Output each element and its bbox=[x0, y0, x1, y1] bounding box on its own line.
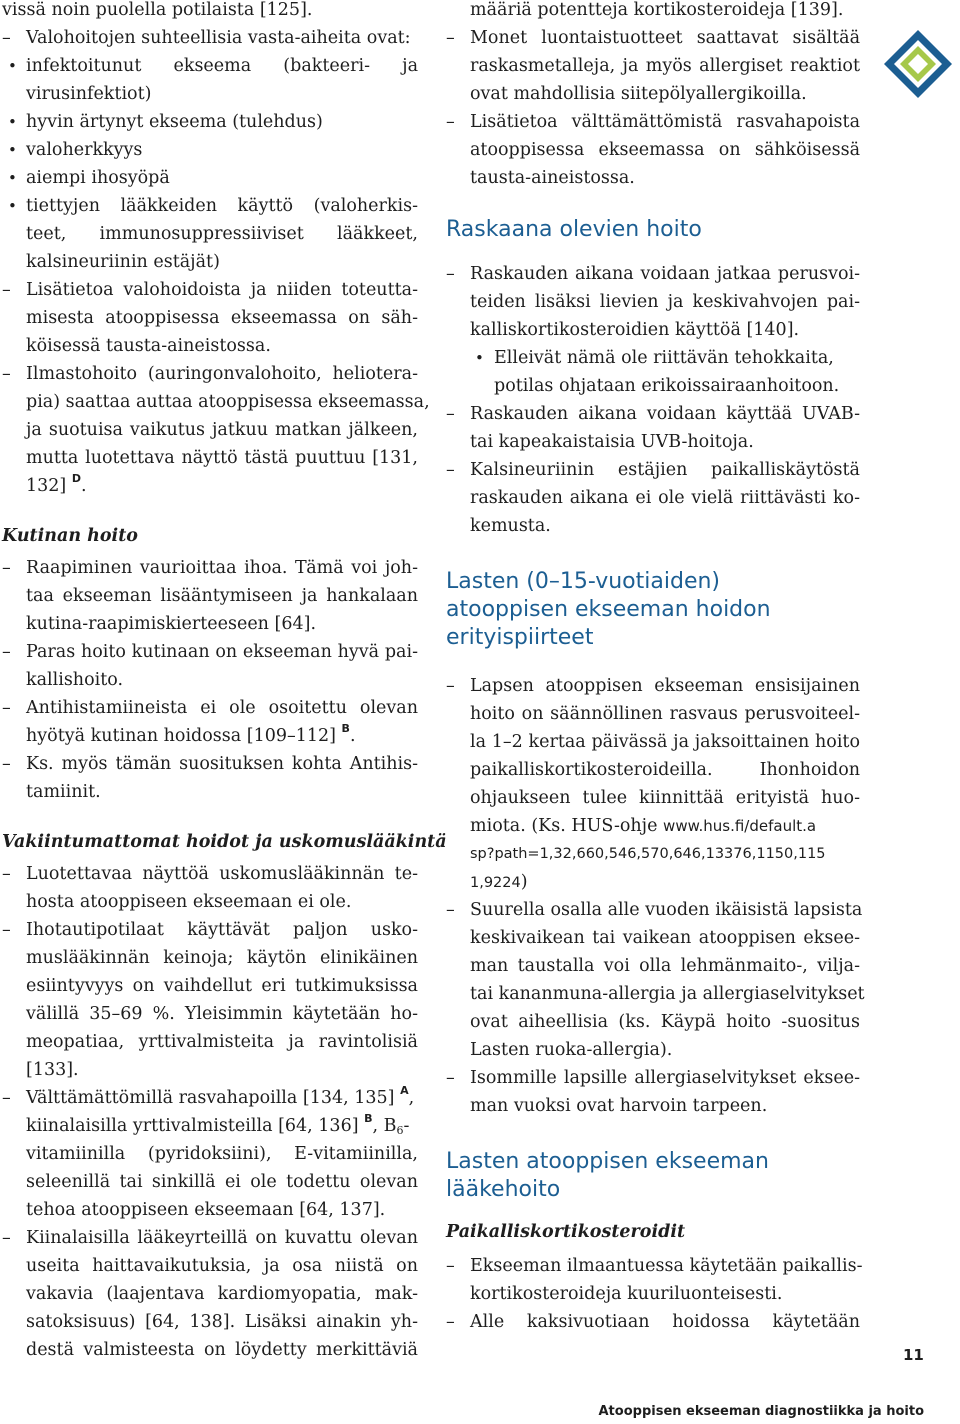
list-item: – Raskauden aikana voidaan jatkaa perusvoi- bbox=[446, 260, 860, 288]
list-item: – Lisätietoa välttämättömistä rasvahapoista bbox=[446, 108, 860, 136]
text-line: pia) saattaa auttaa atooppisessa ekseemassa, bbox=[26, 392, 430, 412]
section-heading: atooppisen ekseeman hoidon bbox=[446, 597, 771, 622]
text-line: keskivaikean tai vaikean atooppisen eksee- bbox=[470, 928, 860, 948]
hus-link[interactable]: 1,9224 bbox=[470, 875, 521, 891]
text-line: seleenillä tai sinkillä ei ole todettu olevan bbox=[26, 1172, 418, 1192]
text-line: satoksisuus) [64, 138]. Lisäksi ainakin yh- bbox=[26, 1312, 418, 1332]
text-line: tai kapeakaistaisia UVB-hoitoja. bbox=[470, 432, 754, 452]
text-line: tehoa atooppiseen ekseemaan [64, 137]. bbox=[26, 1200, 386, 1220]
text-line: köisessä tausta-aineistossa. bbox=[26, 336, 271, 356]
text-span: 132] bbox=[26, 476, 67, 496]
list-item: – Lapsen atooppisen ekseeman ensisijainen bbox=[446, 672, 860, 700]
text-line: teet, immunosuppressiiviset lääkkeet, bbox=[26, 224, 418, 244]
list-item: – Luotettavaa näyttöä uskomuslääkinnän te- bbox=[2, 860, 418, 888]
text-line: taa ekseeman lisääntymiseen ja hankalaan bbox=[26, 586, 418, 606]
list-item: – Raapiminen vaurioittaa ihoa. Tämä voi joh- bbox=[2, 554, 418, 582]
list-item: • Elleivät nämä ole riittävän tehokkaita, bbox=[446, 344, 860, 372]
text-line: ohjaukseen tulee kiinnittää erityistä huo- bbox=[470, 788, 860, 808]
text-span: Välttämättömillä rasvahapoilla [134, 135] bbox=[26, 1088, 395, 1108]
text-line: ovat aiheellisia (ks. Käypä hoito -suositus bbox=[470, 1012, 860, 1032]
list-item: – Kiinalaisilla lääkeyrteillä on kuvattu olevan bbox=[2, 1224, 418, 1252]
text-line: misesta atooppisessa ekseemassa on säh- bbox=[26, 308, 418, 328]
section-subheading: Paikalliskortikosteroidit bbox=[446, 1222, 686, 1242]
section-heading: Lasten atooppisen ekseeman bbox=[446, 1149, 769, 1174]
text-line: tausta-aineistossa. bbox=[470, 168, 635, 188]
list-item: – Alle kaksivuotiaan hoidossa käytetään bbox=[446, 1308, 860, 1336]
list-item: • hyvin ärtynyt ekseema (tulehdus) bbox=[2, 108, 418, 136]
list-item: – Monet luontaistuotteet saattavat sisältää bbox=[446, 24, 860, 52]
text-span: hyötyä kutinan hoidossa [109–112] bbox=[26, 726, 336, 746]
text-line: man vuoksi ovat harvoin tarpeen. bbox=[470, 1096, 768, 1116]
text-line bbox=[446, 812, 860, 840]
hus-link[interactable]: www.hus.fi/default.a bbox=[663, 817, 817, 835]
list-item: • tiettyjen lääkkeiden käyttö (valoherkis- bbox=[2, 192, 418, 220]
text-line: meopatiaa, yrttivalmisteita ja ravintolisiä bbox=[26, 1032, 418, 1052]
text-line: potilas ohjataan erikoissairaanhoitoon. bbox=[494, 376, 840, 396]
text-line: raskasmetalleja, ja myös allergiset reaktiot bbox=[470, 56, 860, 76]
evidence-grade: B bbox=[364, 1112, 373, 1125]
text-line: virusinfektiot) bbox=[26, 84, 152, 104]
list-item: – Valohoitojen suhteellisia vasta-aiheita ovat: bbox=[2, 24, 418, 52]
list-item: – Ekseeman ilmaantuessa käytetään paikallis- bbox=[446, 1252, 860, 1280]
text-line: man taustalla voi olla lehmänmaito-, vilja- bbox=[470, 956, 860, 976]
section-subheading: Vakiintumattomat hoidot ja uskomuslääkintä bbox=[2, 832, 447, 852]
section-heading: lääkehoito bbox=[446, 1177, 561, 1202]
list-item: – Ihotautipotilaat käyttävät paljon usko- bbox=[2, 916, 418, 944]
page-number: 11 bbox=[903, 1346, 924, 1364]
section-heading: erityispiirteet bbox=[446, 625, 594, 650]
text-line bbox=[446, 868, 860, 896]
text-line: la 1–2 kertaa päivässä ja jaksoittainen hoito bbox=[470, 732, 860, 752]
text-line: kemusta. bbox=[470, 516, 551, 536]
subscript: 6 bbox=[396, 1124, 404, 1137]
text-line: raskauden aikana ei ole vielä riittävästi ko- bbox=[470, 488, 860, 508]
text-line: vitamiinilla (pyridoksiini), E-vitamiinilla, bbox=[26, 1144, 418, 1164]
section-heading: Raskaana olevien hoito bbox=[446, 217, 702, 242]
text-line: mutta luotettava näyttö tästä puuttuu [131, bbox=[26, 448, 418, 468]
right-column bbox=[446, 0, 865, 1336]
list-item: – Antihistamiineista ei ole osoitettu olevan bbox=[2, 694, 418, 722]
text-span: miota. (Ks. HUS-ohje bbox=[470, 816, 658, 836]
list-item: – Paras hoito kutinaan on ekseeman hyvä pai- bbox=[2, 638, 418, 666]
list-item: – Raskauden aikana voidaan käyttää UVAB- bbox=[446, 400, 860, 428]
section-subheading: Kutinan hoito bbox=[2, 526, 138, 546]
list-item: – Ilmastohoito (auringonvalohoito, heliotera- bbox=[2, 360, 418, 388]
list-item: • infektoitunut ekseema (bakteeri- ja bbox=[2, 52, 418, 80]
text-line: useita haittavaikutuksia, ja osa niistä on bbox=[26, 1256, 418, 1276]
text-line: muslääkinnän keinoja; käytön elinikäinen bbox=[26, 948, 418, 968]
text-line bbox=[2, 472, 418, 500]
text-span: . bbox=[80, 476, 87, 496]
left-column bbox=[2, 0, 447, 1364]
list-item: • valoherkkyys bbox=[2, 136, 418, 164]
text-line: destä valmisteesta on löydetty merkittäviä bbox=[26, 1340, 418, 1360]
text-line bbox=[2, 722, 418, 750]
text-line: Lasten ruoka-allergia). bbox=[470, 1040, 673, 1060]
text-line bbox=[2, 1112, 418, 1140]
text-span: . bbox=[349, 726, 356, 746]
text-line: kalliskortikosteroidien käyttöä [140]. bbox=[470, 320, 800, 340]
text-line: kutina-raapimiskierteeseen [64]. bbox=[26, 614, 317, 634]
list-item: • aiempi ihosyöpä bbox=[2, 164, 418, 192]
text-span: - bbox=[403, 1116, 410, 1136]
list-item: – Kalsineuriinin estäjien paikalliskäytöstä bbox=[446, 456, 860, 484]
text-line: kalsineuriinin estäjät) bbox=[26, 252, 220, 272]
kaypa-hoito-logo-icon bbox=[882, 28, 954, 100]
list-item: – Lisätietoa valohoidoista ja niiden toteutta- bbox=[2, 276, 418, 304]
evidence-grade: B bbox=[341, 722, 350, 735]
text-span: , B bbox=[372, 1116, 397, 1136]
list-item: – Isommille lapsille allergiaselvitykset eksee- bbox=[446, 1064, 860, 1092]
list-item: – Suurella osalla alle vuoden ikäisistä lapsista bbox=[446, 896, 860, 924]
text-line: paikalliskortikosteroideilla. Ihonhoidon bbox=[470, 760, 860, 780]
text-line: määriä potentteja kortikosteroideja [139]. bbox=[470, 0, 844, 20]
text-span: kiinalaisilla yrttivalmisteilla [64, 136] bbox=[26, 1116, 359, 1136]
list-item: – Ks. myös tämän suosituksen kohta Antihis- bbox=[2, 750, 418, 778]
text-line: ja suotuisa vaikutus jatkuu matkan jälkeen, bbox=[26, 420, 418, 440]
text-line: teiden lisäksi lievien ja keskivahvojen pai- bbox=[470, 292, 860, 312]
hus-link[interactable]: sp?path=1,32,660,546,570,646,13376,1150,115 bbox=[470, 846, 826, 862]
text-line: esiintyvyys on vaihdellut eri tutkimuksissa bbox=[26, 976, 418, 996]
list-item bbox=[2, 1084, 418, 1112]
text-line: hosta atooppiseen ekseemaan ei ole. bbox=[26, 892, 352, 912]
text-line: vissä noin puolella potilaista [125]. bbox=[2, 0, 313, 20]
evidence-grade: D bbox=[71, 472, 81, 485]
text-line: hoito on säännöllinen rasvaus perusvoiteel- bbox=[470, 704, 860, 724]
evidence-grade: A bbox=[400, 1084, 409, 1097]
text-span: , bbox=[408, 1088, 415, 1108]
text-line: ovat mahdollisia siitepölyallergikoilla. bbox=[470, 84, 807, 104]
text-line: kallishoito. bbox=[26, 670, 124, 690]
running-footer: Atooppisen ekseeman diagnostiikka ja hoito bbox=[598, 1404, 924, 1419]
text-line: kortikosteroideja kuuriluonteisesti. bbox=[470, 1284, 783, 1304]
text-line: vakavia (laajentava kardiomyopatia, mak- bbox=[26, 1284, 418, 1304]
text-line: [133]. bbox=[26, 1060, 79, 1080]
text-line: välillä 35–69 %. Yleisimmin käytetään ho- bbox=[26, 1004, 418, 1024]
section-heading: Lasten (0–15-vuotiaiden) bbox=[446, 569, 721, 594]
text-line: tai kananmuna-allergia ja allergiaselvitykset bbox=[470, 984, 865, 1004]
text-line: tamiinit. bbox=[26, 782, 101, 802]
text-line: atooppisessa ekseemassa on sähköisessä bbox=[470, 140, 860, 160]
text-span: ) bbox=[520, 872, 528, 892]
